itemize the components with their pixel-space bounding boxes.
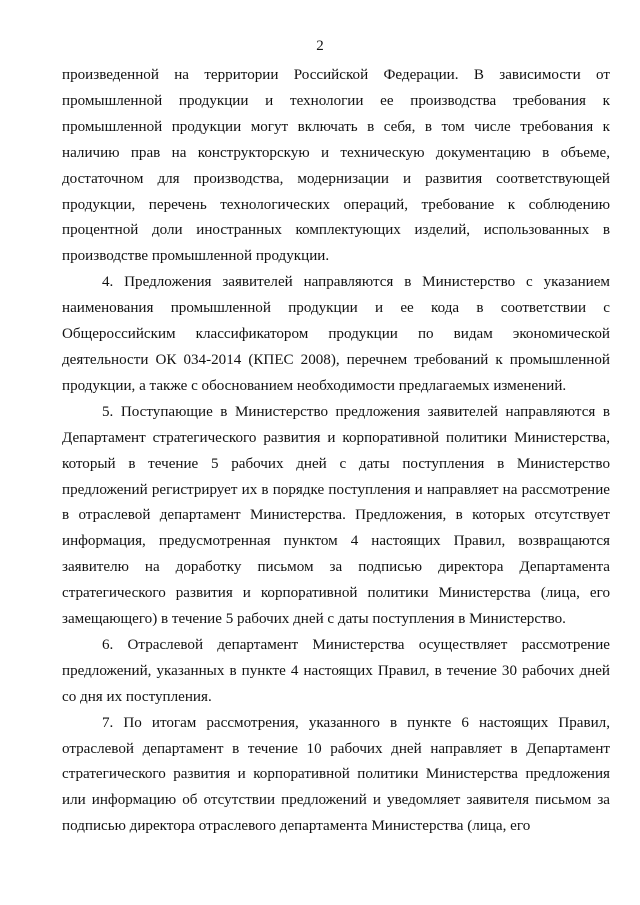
paragraph-item-4: 4. Предложения заявителей направляются в Министерство с указанием наименования промышленной продукции и ее кода в соответствии с Общероссийским классификатором продукции по видам экономической деятельности ОК 034-2014 (КПЕС 2008), перечнем требований к промышленной продукции, а также с обоснованием необходимости предлагаемых изменений. <box>62 274 610 394</box>
paragraph-item-6: 6. Отраслевой департамент Министерства осуществляет рассмотрение предложений, указанных в пункте 4 настоящих Правил, в течение 30 рабочих дней со дня их поступления. <box>62 636 610 705</box>
page-number: 2 <box>316 38 324 54</box>
paragraph-item-5: 5. Поступающие в Министерство предложения заявителей направляются в Департамент стратегического развития и корпоративной политики Министерства, который в течение 5 рабочих дней с даты поступления в Министерство предложений регистрирует их в порядке поступления и направляет на рассмотрение в отраслевой департамент Министерства. Предложения, в которых отсутствует информация, предусмотренная пунктом 4 настоящих Правил, возвращаются заявителю на доработку письмом за подписью директора Департамента стратегического развития и корпоративной политики Министерства (лица, его замещающего) в течение 5 рабочих дней с даты поступления в Министерство. <box>62 403 610 628</box>
document-body <box>62 63 610 840</box>
paragraph-item-7: 7. По итогам рассмотрения, указанного в пункте 6 настоящих Правил, отраслевой департамент в течение 10 рабочих дней направляет в Департамент стратегического развития и корпоративной политики Министерства предложения или информацию об отсутствии предложений и уведомляет заявителя письмом за подписью директора отраслевого департамента Министерства (лица, его <box>62 714 610 835</box>
paragraph-continuation: произведенной на территории Российской Федерации. В зависимости от промышленной продукции и технологии ее производства требования к промышленной продукции могут включать в себя, в том числе требования к наличию прав на конструкторскую и техническую документацию в объеме, достаточном для производства, модернизации и развития соответствующей продукции, перечень технологических операций, требование к соблюдению процентной доли иностранных комплектующих изделий, использованных в производстве промышленной продукции. <box>62 67 610 265</box>
